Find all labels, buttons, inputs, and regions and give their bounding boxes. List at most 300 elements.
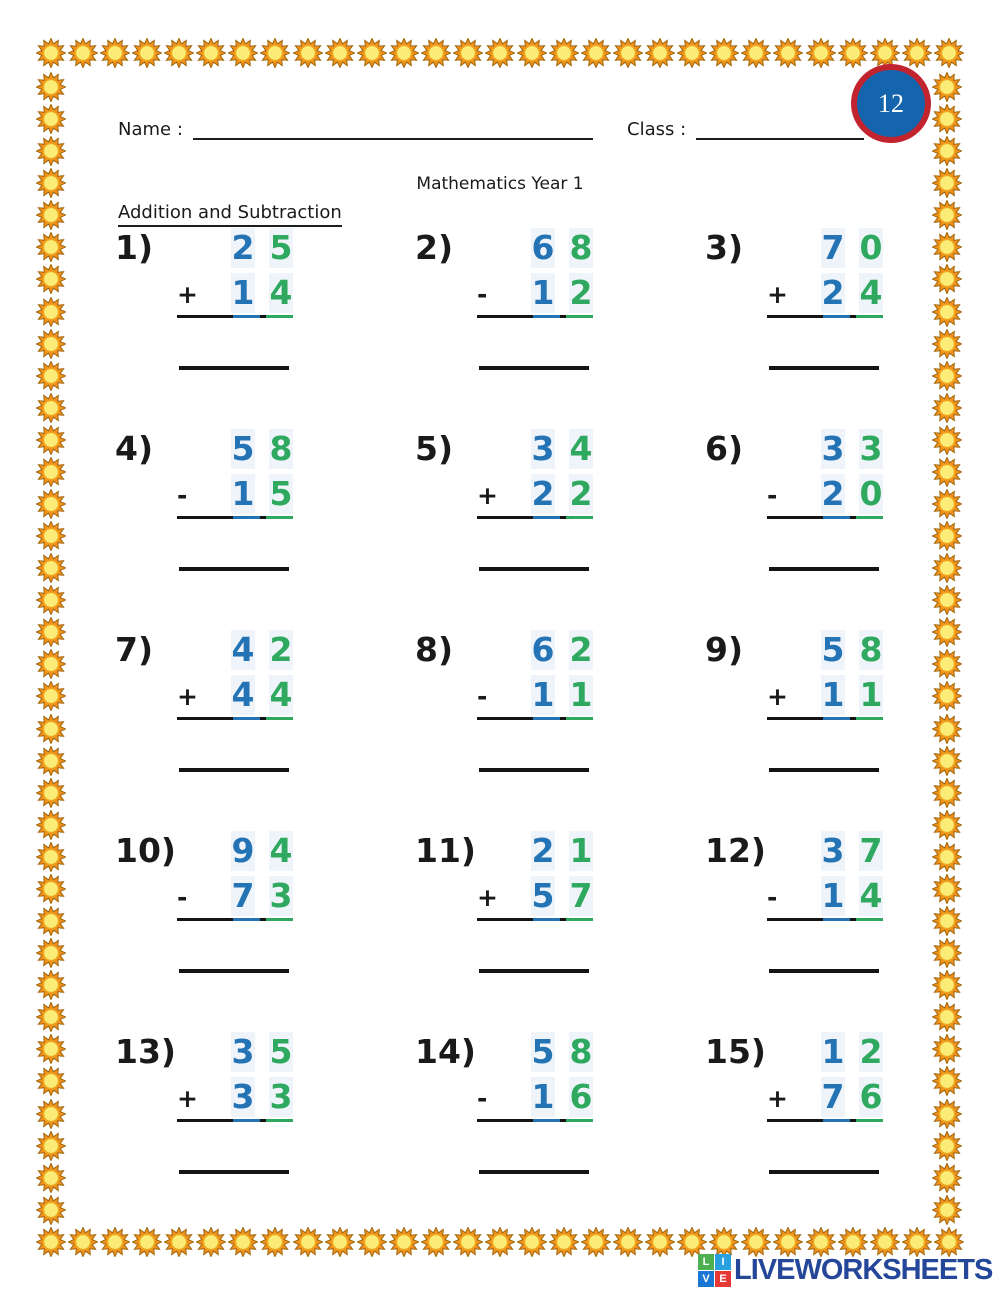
bottom-operand xyxy=(477,876,593,916)
tens-underline-segment xyxy=(533,516,560,519)
bottom-ones-digit: 4 xyxy=(859,273,883,312)
top-operand xyxy=(767,831,883,871)
problem xyxy=(705,429,905,630)
bottom-ones-digit: 4 xyxy=(859,876,883,915)
sun-icon xyxy=(932,489,962,519)
sun-icon xyxy=(902,38,932,68)
sun-icon xyxy=(932,297,962,327)
problem-work-area xyxy=(477,228,593,370)
operand-underline xyxy=(767,918,883,921)
problem xyxy=(705,831,905,1032)
sun-icon xyxy=(325,38,355,68)
answer-line[interactable] xyxy=(479,768,589,772)
top-ones-digit: 8 xyxy=(859,630,883,669)
sun-icon xyxy=(36,585,66,615)
top-tens-digit: 5 xyxy=(821,630,845,669)
problem-number: 9) xyxy=(705,630,744,669)
sun-icon xyxy=(677,38,707,68)
sun-icon xyxy=(36,1034,66,1064)
bottom-tens-digit: 7 xyxy=(231,876,255,915)
sun-icon xyxy=(36,521,66,551)
sun-icon xyxy=(36,874,66,904)
problem xyxy=(115,429,415,630)
sun-icon xyxy=(932,1131,962,1161)
sun-icon xyxy=(932,104,962,134)
operator-sign: - xyxy=(177,481,188,510)
sun-icon xyxy=(36,1002,66,1032)
operand-underline xyxy=(177,717,293,720)
sun-icon xyxy=(932,232,962,262)
sun-icon xyxy=(485,38,515,68)
bottom-operand xyxy=(477,675,593,715)
operand-underline xyxy=(177,918,293,921)
problem-number: 7) xyxy=(115,630,154,669)
bottom-tens-digit: 4 xyxy=(231,675,255,714)
tens-underline-segment xyxy=(823,1119,850,1122)
sun-icon xyxy=(293,38,323,68)
tens-underline-segment xyxy=(533,315,560,318)
sun-icon xyxy=(36,38,66,68)
top-tens-digit: 6 xyxy=(531,630,555,669)
tens-underline-segment xyxy=(233,717,260,720)
answer-line[interactable] xyxy=(769,969,879,973)
ones-underline-segment xyxy=(266,516,293,519)
problem-work-area xyxy=(477,1032,593,1174)
top-operand xyxy=(477,831,593,871)
top-ones-digit: 8 xyxy=(569,1032,593,1071)
problem-work-area xyxy=(177,429,293,571)
sun-icon xyxy=(164,38,194,68)
top-ones-digit: 4 xyxy=(269,831,293,870)
top-operand xyxy=(177,228,293,268)
logo-tile-i: I xyxy=(715,1254,731,1270)
top-tens-digit: 6 xyxy=(531,228,555,267)
operand-underline xyxy=(477,1119,593,1122)
sun-icon xyxy=(932,810,962,840)
answer-line[interactable] xyxy=(769,567,879,571)
sun-icon xyxy=(68,1227,98,1257)
bottom-tens-digit: 2 xyxy=(821,273,845,312)
sun-icon xyxy=(932,970,962,1000)
answer-line[interactable] xyxy=(179,969,289,973)
problem-number: 3) xyxy=(705,228,744,267)
sun-icon xyxy=(36,1163,66,1193)
bottom-ones-digit: 4 xyxy=(269,273,293,312)
sun-icon xyxy=(645,38,675,68)
problem xyxy=(115,831,415,1032)
operator-sign: - xyxy=(767,883,778,912)
sun-icon xyxy=(36,393,66,423)
problem xyxy=(415,429,705,630)
worksheet-title: Mathematics Year 1 xyxy=(416,174,584,194)
class-input-line[interactable] xyxy=(696,114,864,140)
sun-icon xyxy=(932,393,962,423)
sun-icon xyxy=(932,874,962,904)
sun-icon xyxy=(932,681,962,711)
sun-icon xyxy=(36,778,66,808)
operator-sign: + xyxy=(177,280,198,309)
sun-icon xyxy=(36,264,66,294)
problem-number: 12) xyxy=(705,831,767,870)
top-operand xyxy=(767,429,883,469)
problem-work-area xyxy=(767,228,883,370)
answer-line[interactable] xyxy=(769,768,879,772)
sun-icon xyxy=(932,906,962,936)
operator-sign: + xyxy=(767,1084,788,1113)
sun-icon xyxy=(932,521,962,551)
answer-line[interactable] xyxy=(479,969,589,973)
bottom-operand xyxy=(177,1077,293,1117)
top-ones-digit: 4 xyxy=(569,429,593,468)
ones-underline-segment xyxy=(566,315,593,318)
top-tens-digit: 3 xyxy=(231,1032,255,1071)
problem-number: 15) xyxy=(705,1032,767,1071)
sun-icon xyxy=(36,970,66,1000)
sun-icon xyxy=(36,714,66,744)
sun-icon xyxy=(517,38,547,68)
top-tens-digit: 7 xyxy=(821,228,845,267)
problem-work-area xyxy=(767,831,883,973)
tens-underline-segment xyxy=(823,516,850,519)
problem-work-area xyxy=(767,630,883,772)
problem xyxy=(115,630,415,831)
problem xyxy=(705,1032,905,1233)
sun-icon xyxy=(36,1195,66,1225)
sun-icon xyxy=(932,1034,962,1064)
sun-icon xyxy=(741,38,771,68)
top-ones-digit: 2 xyxy=(569,630,593,669)
badge-number: 12 xyxy=(878,88,904,118)
ones-underline-segment xyxy=(566,717,593,720)
logo-text: LIVEWORKSHEETS xyxy=(734,1254,993,1286)
sun-icon xyxy=(421,38,451,68)
answer-line[interactable] xyxy=(479,366,589,370)
sun-icon xyxy=(932,585,962,615)
top-operand xyxy=(177,1032,293,1072)
ones-underline-segment xyxy=(856,516,883,519)
problem-number: 11) xyxy=(415,831,477,870)
bottom-ones-digit: 1 xyxy=(569,675,593,714)
sun-icon xyxy=(36,842,66,872)
bottom-ones-digit: 3 xyxy=(269,876,293,915)
operand-underline xyxy=(177,516,293,519)
answer-line[interactable] xyxy=(769,366,879,370)
sun-icon xyxy=(932,1002,962,1032)
problem-work-area xyxy=(477,630,593,772)
problem xyxy=(415,831,705,1032)
logo-tile-v: V xyxy=(698,1271,714,1287)
ones-underline-segment xyxy=(266,918,293,921)
sun-icon xyxy=(932,425,962,455)
top-operand xyxy=(177,831,293,871)
top-ones-digit: 2 xyxy=(269,630,293,669)
bottom-operand xyxy=(177,273,293,313)
sun-icon xyxy=(932,778,962,808)
bottom-ones-digit: 4 xyxy=(269,675,293,714)
top-tens-digit: 5 xyxy=(531,1032,555,1071)
sun-icon xyxy=(932,329,962,359)
sun-icon xyxy=(932,617,962,647)
logo-tile-e: E xyxy=(715,1271,731,1287)
bottom-tens-digit: 1 xyxy=(531,1077,555,1116)
answer-line[interactable] xyxy=(769,1170,879,1174)
sun-border-left xyxy=(36,72,66,1225)
sun-icon xyxy=(196,38,226,68)
sun-icon xyxy=(932,264,962,294)
problem xyxy=(705,228,905,429)
operand-underline xyxy=(767,516,883,519)
tens-underline-segment xyxy=(233,315,260,318)
bottom-operand xyxy=(177,474,293,514)
name-field-row xyxy=(118,114,593,140)
top-operand xyxy=(177,429,293,469)
section-heading: Addition and Subtraction xyxy=(118,202,342,227)
sun-icon xyxy=(36,329,66,359)
bottom-operand xyxy=(477,1077,593,1117)
tens-underline-segment xyxy=(233,918,260,921)
tens-underline-segment xyxy=(823,315,850,318)
problem-work-area xyxy=(177,630,293,772)
answer-line[interactable] xyxy=(479,1170,589,1174)
problem xyxy=(115,228,415,429)
operator-sign: - xyxy=(477,682,488,711)
bottom-ones-digit: 6 xyxy=(569,1077,593,1116)
sun-icon xyxy=(36,810,66,840)
bottom-operand xyxy=(177,675,293,715)
bottom-tens-digit: 3 xyxy=(231,1077,255,1116)
bottom-ones-digit: 1 xyxy=(859,675,883,714)
problem-number: 10) xyxy=(115,831,177,870)
sun-icon xyxy=(36,297,66,327)
bottom-ones-digit: 7 xyxy=(569,876,593,915)
problem-number: 13) xyxy=(115,1032,177,1071)
problem-work-area xyxy=(177,831,293,973)
top-operand xyxy=(477,228,593,268)
sun-icon xyxy=(932,938,962,968)
top-operand xyxy=(767,1032,883,1072)
bottom-tens-digit: 1 xyxy=(821,876,845,915)
top-ones-digit: 8 xyxy=(569,228,593,267)
operand-underline xyxy=(477,918,593,921)
sun-icon xyxy=(581,38,611,68)
operator-sign: + xyxy=(767,280,788,309)
problem-work-area xyxy=(477,429,593,571)
tens-underline-segment xyxy=(233,516,260,519)
top-ones-digit: 7 xyxy=(859,831,883,870)
sun-icon xyxy=(932,714,962,744)
sun-icon xyxy=(36,617,66,647)
bottom-ones-digit: 6 xyxy=(859,1077,883,1116)
sun-icon xyxy=(36,232,66,262)
bottom-ones-digit: 2 xyxy=(569,474,593,513)
top-tens-digit: 3 xyxy=(531,429,555,468)
sun-icon xyxy=(932,361,962,391)
sun-icon xyxy=(36,136,66,166)
top-tens-digit: 4 xyxy=(231,630,255,669)
ones-underline-segment xyxy=(856,717,883,720)
problem-work-area xyxy=(767,429,883,571)
sun-icon xyxy=(36,425,66,455)
problem-work-area xyxy=(767,1032,883,1174)
bottom-operand xyxy=(477,273,593,313)
answer-line[interactable] xyxy=(179,567,289,571)
sun-icon xyxy=(932,457,962,487)
top-tens-digit: 2 xyxy=(231,228,255,267)
sun-icon xyxy=(36,489,66,519)
top-ones-digit: 0 xyxy=(859,228,883,267)
bottom-ones-digit: 2 xyxy=(569,273,593,312)
operator-sign: + xyxy=(477,481,498,510)
ones-underline-segment xyxy=(566,516,593,519)
top-ones-digit: 1 xyxy=(569,831,593,870)
problem-number: 4) xyxy=(115,429,154,468)
tens-underline-segment xyxy=(533,1119,560,1122)
sun-icon xyxy=(68,38,98,68)
sun-icon xyxy=(806,38,836,68)
operator-sign: - xyxy=(477,1084,488,1113)
sun-icon xyxy=(932,746,962,776)
answer-line[interactable] xyxy=(479,567,589,571)
sun-icon xyxy=(36,1099,66,1129)
sun-icon xyxy=(357,38,387,68)
sun-icon xyxy=(453,38,483,68)
sun-icon xyxy=(36,553,66,583)
tens-underline-segment xyxy=(533,717,560,720)
problem xyxy=(115,1032,415,1233)
tens-underline-segment xyxy=(823,717,850,720)
top-tens-digit: 1 xyxy=(821,1032,845,1071)
bottom-ones-digit: 5 xyxy=(269,474,293,513)
problem-number: 14) xyxy=(415,1032,477,1071)
bottom-operand xyxy=(767,675,883,715)
sun-icon xyxy=(932,649,962,679)
bottom-tens-digit: 1 xyxy=(821,675,845,714)
problem-number: 2) xyxy=(415,228,454,267)
sun-icon xyxy=(132,38,162,68)
operator-sign: + xyxy=(477,883,498,912)
sun-icon xyxy=(36,746,66,776)
ones-underline-segment xyxy=(266,315,293,318)
page-number-badge xyxy=(851,64,931,143)
operand-underline xyxy=(767,315,883,318)
ones-underline-segment xyxy=(856,315,883,318)
ones-underline-segment xyxy=(856,1119,883,1122)
ones-underline-segment xyxy=(266,1119,293,1122)
bottom-ones-digit: 0 xyxy=(859,474,883,513)
bottom-operand xyxy=(767,273,883,313)
operand-underline xyxy=(767,1119,883,1122)
sun-icon xyxy=(932,200,962,230)
problem xyxy=(415,630,705,831)
sun-icon xyxy=(549,38,579,68)
problem-number: 8) xyxy=(415,630,454,669)
live-tiles-icon xyxy=(698,1254,731,1287)
top-operand xyxy=(177,630,293,670)
top-ones-digit: 3 xyxy=(859,429,883,468)
answer-line[interactable] xyxy=(179,1170,289,1174)
name-input-line[interactable] xyxy=(193,114,593,140)
ones-underline-segment xyxy=(266,717,293,720)
sun-border-right xyxy=(932,72,962,1225)
bottom-tens-digit: 1 xyxy=(531,273,555,312)
sun-icon xyxy=(709,38,739,68)
sun-icon xyxy=(260,38,290,68)
tens-underline-segment xyxy=(533,918,560,921)
tens-underline-segment xyxy=(823,918,850,921)
operand-underline xyxy=(477,717,593,720)
sun-icon xyxy=(36,200,66,230)
logo-tile-l: L xyxy=(698,1254,714,1270)
problem-number: 6) xyxy=(705,429,744,468)
bottom-tens-digit: 1 xyxy=(531,675,555,714)
sun-icon xyxy=(932,553,962,583)
sun-icon xyxy=(36,361,66,391)
sun-icon xyxy=(36,938,66,968)
problem xyxy=(705,630,905,831)
operand-underline xyxy=(177,315,293,318)
operator-sign: + xyxy=(177,1084,198,1113)
class-field-row xyxy=(627,114,864,140)
bottom-operand xyxy=(477,474,593,514)
bottom-operand xyxy=(767,1077,883,1117)
sun-icon xyxy=(389,38,419,68)
ones-underline-segment xyxy=(566,918,593,921)
top-operand xyxy=(477,429,593,469)
problem xyxy=(415,228,705,429)
top-tens-digit: 5 xyxy=(231,429,255,468)
sun-icon xyxy=(36,1066,66,1096)
answer-line[interactable] xyxy=(179,366,289,370)
problem-number: 5) xyxy=(415,429,454,468)
sun-icon xyxy=(228,38,258,68)
problem-work-area xyxy=(477,831,593,973)
sun-icon xyxy=(838,38,868,68)
sun-border-top xyxy=(36,38,964,68)
sun-icon xyxy=(36,1227,66,1257)
bottom-tens-digit: 1 xyxy=(231,273,255,312)
sun-icon xyxy=(36,906,66,936)
class-label: Class : xyxy=(627,119,687,140)
sun-icon xyxy=(36,457,66,487)
sun-icon xyxy=(932,842,962,872)
sun-icon xyxy=(773,38,803,68)
top-tens-digit: 9 xyxy=(231,831,255,870)
liveworksheets-logo[interactable] xyxy=(698,1252,992,1288)
operand-underline xyxy=(177,1119,293,1122)
tens-underline-segment xyxy=(233,1119,260,1122)
sun-icon xyxy=(932,136,962,166)
name-label: Name : xyxy=(118,119,183,140)
sun-icon xyxy=(932,1099,962,1129)
operator-sign: - xyxy=(767,481,778,510)
answer-line[interactable] xyxy=(179,768,289,772)
bottom-tens-digit: 7 xyxy=(821,1077,845,1116)
operand-underline xyxy=(767,717,883,720)
operator-sign: - xyxy=(477,280,488,309)
problem-number: 1) xyxy=(115,228,154,267)
top-ones-digit: 2 xyxy=(859,1032,883,1071)
sun-icon xyxy=(36,72,66,102)
top-tens-digit: 2 xyxy=(531,831,555,870)
ones-underline-segment xyxy=(856,918,883,921)
problem-work-area xyxy=(177,1032,293,1174)
sun-icon xyxy=(932,1163,962,1193)
bottom-operand xyxy=(767,876,883,916)
bottom-tens-digit: 1 xyxy=(231,474,255,513)
top-tens-digit: 3 xyxy=(821,429,845,468)
top-operand xyxy=(477,630,593,670)
bottom-tens-digit: 5 xyxy=(531,876,555,915)
